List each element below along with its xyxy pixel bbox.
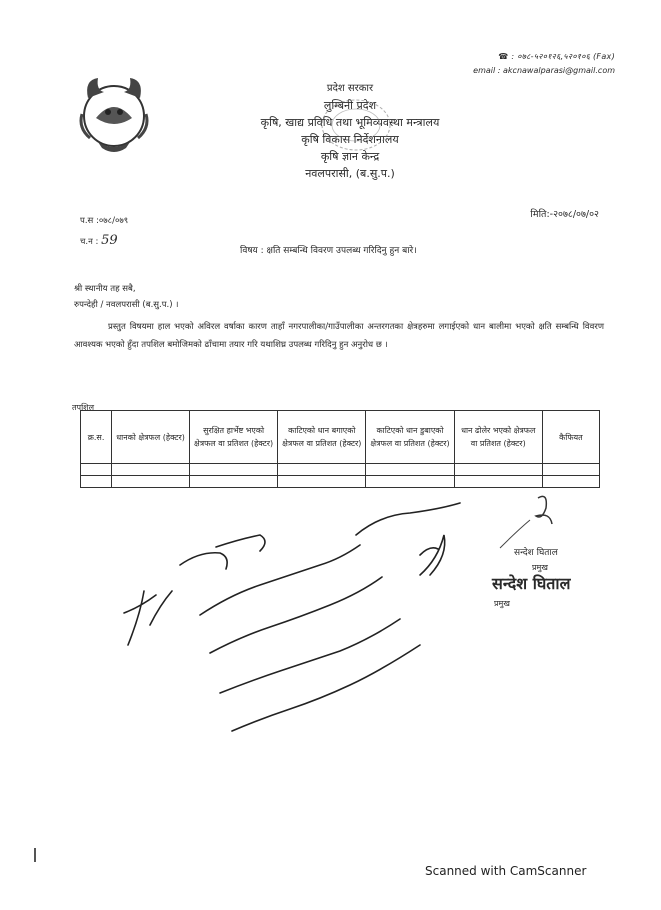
damage-report-table [80, 410, 600, 488]
header-line2: लुम्बिनी प्रदेश [323, 99, 377, 112]
col-serial: क्र.स. [81, 411, 112, 464]
patra-sankhya: प.स :०७८/०७९ [80, 216, 129, 226]
scan-edge-mark [34, 848, 36, 862]
chalani-label: च.न : [80, 237, 99, 247]
letter-body: प्रस्तुत विषयमा हाल भएको अविरल वर्षाका कारण ताहाँ नगरपालीका/गाउँपालीका अन्तरगतका क्षेत्रहरुमा लगाईएको धान बालीमा भएको क्षति सम्बन्धि विवरण आवश्यक भएको हुँदा तपशिल बमोजिमको ढाँचामा तयार गरि यथाशिघ्र उपलब्ध गरिदिनु हुन अनुरोध छ । [74, 322, 604, 350]
table-row [81, 476, 600, 488]
col-cut-submerged: काटिएको धान डुबाएको क्षेत्रफल वा प्रतिशत (हेक्टर) [366, 411, 454, 464]
signatory-stamp-title: प्रमुख [494, 599, 510, 608]
header-line5: कृषि ज्ञान केन्द्र [320, 150, 380, 163]
reference-block [80, 211, 128, 252]
chalani-number [80, 231, 128, 252]
tafsil-label: तपशिल [72, 403, 95, 412]
phone-fax: ☎ : ०७८-५२०१२६,५२०१०६ (Fax) [498, 52, 615, 61]
header-line4: कृषि विकास निर्देशनालय [301, 133, 399, 146]
col-paddy-area: धानको क्षेत्रफल (हेक्टर) [112, 411, 190, 464]
addressee [74, 281, 179, 313]
signature-scribble [490, 490, 610, 550]
handwritten-note [120, 495, 480, 755]
header-line3: कृषि, खाद्य प्रविधि तथा भूमिव्यवस्था मन्त्रालय [260, 116, 440, 129]
table-row [81, 464, 600, 476]
letter-date: मिति:-२०७८/०७/०२ [530, 209, 599, 220]
signatory-name: सन्देश घिताल [514, 548, 558, 558]
col-safe-harvest: सुरक्षित हार्भेष्ट भएको क्षेत्रफल वा प्रतिशत (हेक्टर) [189, 411, 277, 464]
government-emblem-icon [68, 68, 160, 160]
addressee-line2: रुपन्देही / नवलपरासी (ब.सु.प.) । [74, 300, 179, 310]
signatory-title: प्रमुख [532, 563, 548, 572]
signatory-stamp-name: सन्देश घिताल [492, 574, 571, 593]
camscanner-watermark: Scanned with CamScanner [425, 864, 587, 878]
col-cut-washed: काटिएको धान बगाएको क्षेत्रफल वा प्रतिशत (हेक्टर) [278, 411, 366, 464]
email: email : akcnawalparasi@gmail.com [473, 66, 615, 75]
chalani-value: 59 [101, 233, 118, 248]
addressee-line1: श्री स्थानीय तह सबै, [74, 284, 136, 294]
contact-info [473, 50, 615, 78]
header-line1: प्रदेश सरकार [326, 83, 374, 94]
header-line6: नवलपरासी, (ब.सु.प.) [305, 167, 395, 180]
table-header-row [81, 411, 600, 464]
col-lodged: धान ढोलेर भएको क्षेत्रफल वा प्रतिशत (हेक्टर) [454, 411, 542, 464]
letter-subject: विषय : क्षति सम्बन्धि विवरण उपलब्ध गरिदिनु हुन बारे। [240, 246, 417, 256]
col-remarks: कैफियत [542, 411, 599, 464]
office-stamp-icon [318, 96, 394, 154]
